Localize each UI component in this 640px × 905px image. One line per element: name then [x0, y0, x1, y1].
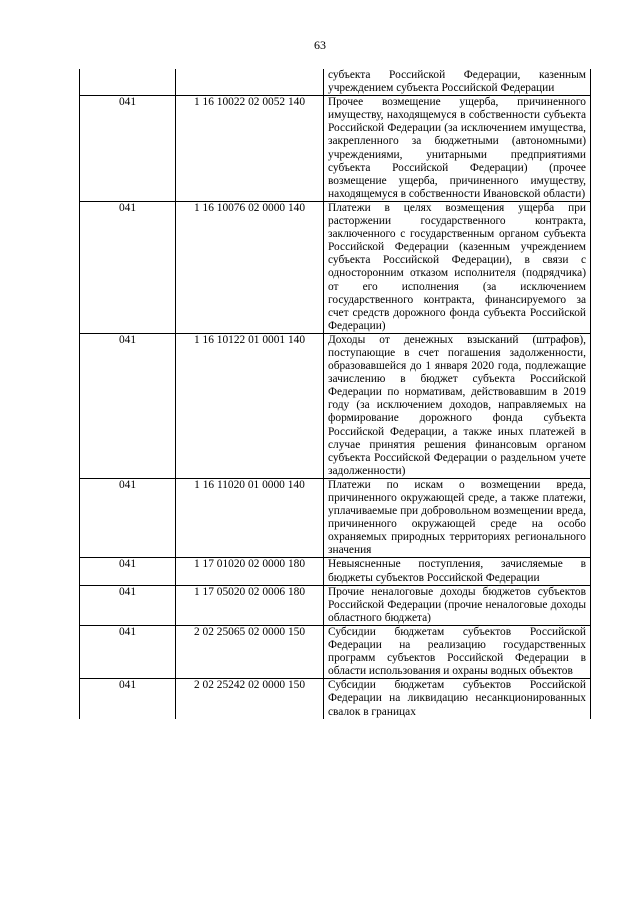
- admin-code-cell: [80, 69, 176, 96]
- admin-code-cell: 041: [80, 558, 176, 585]
- page-number: 63: [314, 38, 326, 52]
- table-row: [80, 585, 591, 625]
- admin-code-cell: 041: [80, 333, 176, 478]
- budget-code-cell: 1 16 10076 02 0000 140: [176, 201, 324, 333]
- revenue-name-cell: Доходы от денежных взысканий (штрафов), поступающие в счет погашения задолженности, образовавшейся до 1 января 2020 года, подлежащие зачислению в бюджет субъекта Российской Федерации по нормативам, действовавшим в 2019 году (за исключением доходов, направляемых на формирование дорожного фонда субъекта Российской Федерации, а также иных платежей в случае принятия решения финансовым органом субъекта Российской Федерации о раздельном учете задолженности): [324, 333, 591, 478]
- budget-code-cell: 1 16 11020 01 0000 140: [176, 478, 324, 558]
- admin-code-cell: 041: [80, 96, 176, 202]
- budget-code-cell: 1 16 10122 01 0001 140: [176, 333, 324, 478]
- admin-code-cell: 041: [80, 478, 176, 558]
- budget-code-cell: 2 02 25065 02 0000 150: [176, 625, 324, 678]
- table-row: [80, 333, 591, 478]
- admin-code-cell: 041: [80, 625, 176, 678]
- admin-code-cell: 041: [80, 585, 176, 625]
- revenue-name-cell: Субсидии бюджетам субъектов Российской Федерации на реализацию государственных программ субъектов Российской Федерации в области использования и охраны водных объектов: [324, 625, 591, 678]
- revenue-name-cell: Прочие неналоговые доходы бюджетов субъектов Российской Федерации (прочие неналоговые доходы областного бюджета): [324, 585, 591, 625]
- table-row: [80, 558, 591, 585]
- table-row: [80, 679, 591, 719]
- table-row: [80, 478, 591, 558]
- budget-code-cell: 2 02 25242 02 0000 150: [176, 679, 324, 719]
- budget-code-cell: 1 17 01020 02 0000 180: [176, 558, 324, 585]
- revenue-name-cell: Платежи в целях возмещения ущерба при расторжении государственного контракта, заключенного с государственным органом субъекта Российской Федерации (казенным учреждением субъекта Российской Федерации), в связи с односторонним отказом исполнителя (подрядчика) от его исполнения (за исключением государственного контракта, финансируемого за счет средств дорожного фонда субъекта Российской Федерации): [324, 201, 591, 333]
- revenue-name-cell: субъекта Российской Федерации, казенным учреждением субъекта Российской Федерации: [324, 69, 591, 96]
- table-row: [80, 201, 591, 333]
- table-row: [80, 69, 591, 96]
- revenue-name-cell: Платежи по искам о возмещении вреда, причиненного окружающей среде, а также платежи, уплачиваемые при добровольном возмещении вреда, причиненного окружающей среде на особо охраняемых природных территориях регионального значения: [324, 478, 591, 558]
- table-row: [80, 625, 591, 678]
- budget-code-cell: [176, 69, 324, 96]
- revenue-name-cell: Субсидии бюджетам субъектов Российской Федерации на ликвидацию несанкционированных свалок в границах: [324, 679, 591, 719]
- budget-code-cell: 1 17 05020 02 0006 180: [176, 585, 324, 625]
- budget-code-cell: 1 16 10022 02 0052 140: [176, 96, 324, 202]
- admin-code-cell: 041: [80, 679, 176, 719]
- budget-codes-table: [79, 69, 591, 719]
- revenue-name-cell: Невыясненные поступления, зачисляемые в бюджеты субъектов Российской Федерации: [324, 558, 591, 585]
- admin-code-cell: 041: [80, 201, 176, 333]
- revenue-name-cell: Прочее возмещение ущерба, причиненного имуществу, находящемуся в собственности субъекта Российской Федерации (за исключением имущества, закрепленного за бюджетными (автономными) учреждениями, унитарными предприятиями субъекта Российской Федерации) (прочее возмещение ущерба, причиненного имуществу, находящемуся в собственности Ивановской области): [324, 96, 591, 202]
- table-row: [80, 96, 591, 202]
